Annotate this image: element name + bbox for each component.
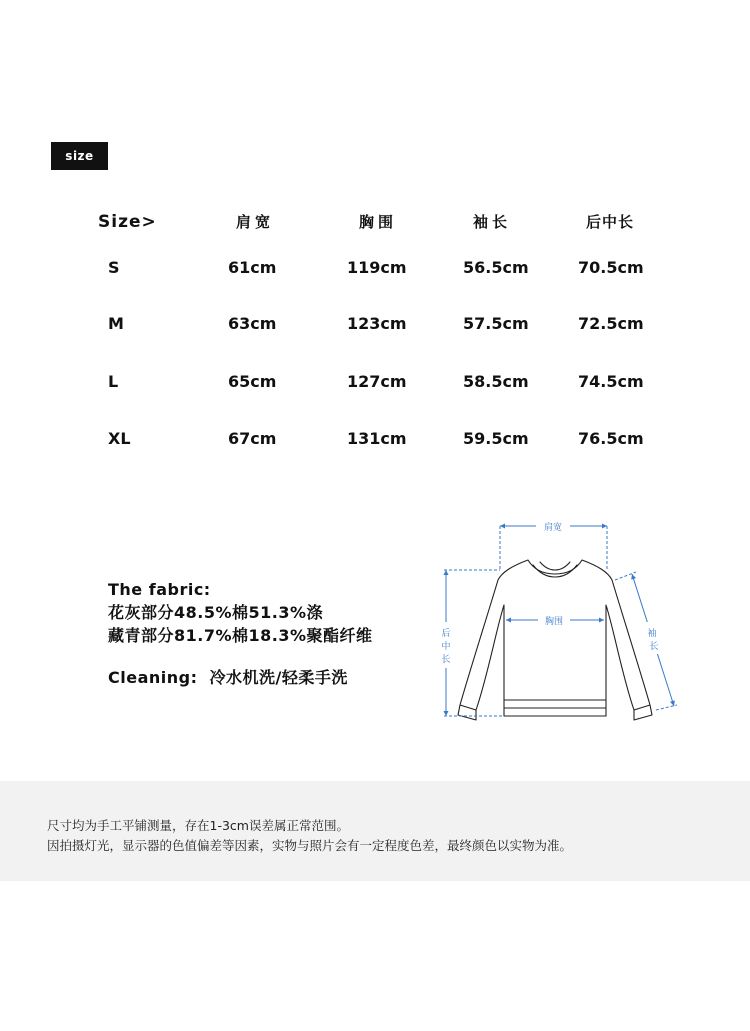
- row-sleeve: 57.5cm: [463, 314, 529, 333]
- header-size: Size>: [98, 212, 157, 232]
- row-shoulder: 61cm: [228, 258, 277, 277]
- row-length: 70.5cm: [578, 258, 644, 277]
- row-size: M: [108, 314, 124, 333]
- row-shoulder: 63cm: [228, 314, 277, 333]
- fabric-composition-navy: 藏青部分81.7%棉18.3%聚酯纤维: [108, 626, 373, 645]
- row-sleeve: 56.5cm: [463, 258, 529, 277]
- sweatshirt-measurement-diagram: [430, 510, 690, 730]
- row-size: S: [108, 258, 120, 277]
- row-sleeve: 59.5cm: [463, 429, 529, 448]
- row-sleeve: 58.5cm: [463, 372, 529, 391]
- measurement-notes: [0, 781, 750, 881]
- shoulder-label: 肩宽: [543, 523, 563, 533]
- sleeve-label-2: 长: [649, 642, 659, 652]
- fabric-composition-grey: 花灰部分48.5%棉51.3%涤: [108, 603, 324, 622]
- header-chest: 胸围: [359, 213, 398, 231]
- table-row: [0, 427, 750, 451]
- row-chest: 131cm: [347, 429, 407, 448]
- cleaning-label: Cleaning:: [108, 668, 198, 687]
- row-length: 74.5cm: [578, 372, 644, 391]
- table-header: [0, 210, 750, 234]
- size-tag: size: [51, 142, 108, 170]
- note-measurement: 尺寸均为手工平铺测量，存在1-3cm误差属正常范围。: [47, 818, 349, 833]
- sleeve-label-1: 袖: [647, 629, 657, 639]
- row-chest: 127cm: [347, 372, 407, 391]
- table-row: [0, 256, 750, 280]
- cleaning-value: 冷水机洗/轻柔手洗: [209, 668, 348, 687]
- cleaning-info: [108, 665, 348, 688]
- row-length: 72.5cm: [578, 314, 644, 333]
- length-label-1: 后: [441, 629, 451, 639]
- length-label-2: 中: [441, 642, 451, 652]
- note-color: 因拍摄灯光，显示器的色值偏差等因素，实物与照片会有一定程度色差，最终颜色以实物为准。: [47, 838, 573, 853]
- row-shoulder: 67cm: [228, 429, 277, 448]
- row-size: XL: [108, 429, 131, 448]
- table-row: [0, 312, 750, 336]
- row-chest: 123cm: [347, 314, 407, 333]
- row-length: 76.5cm: [578, 429, 644, 448]
- fabric-title: The fabric:: [108, 580, 211, 599]
- header-length: 后中长: [586, 213, 635, 231]
- fabric-info: [108, 578, 373, 647]
- header-sleeve: 袖长: [473, 213, 512, 231]
- row-size: L: [108, 372, 119, 391]
- sweatshirt-outline: [458, 560, 652, 720]
- chest-label: 胸围: [544, 617, 564, 627]
- length-label-3: 长: [441, 655, 451, 665]
- row-chest: 119cm: [347, 258, 407, 277]
- header-shoulder: 肩宽: [236, 213, 275, 231]
- row-shoulder: 65cm: [228, 372, 277, 391]
- table-row: [0, 370, 750, 394]
